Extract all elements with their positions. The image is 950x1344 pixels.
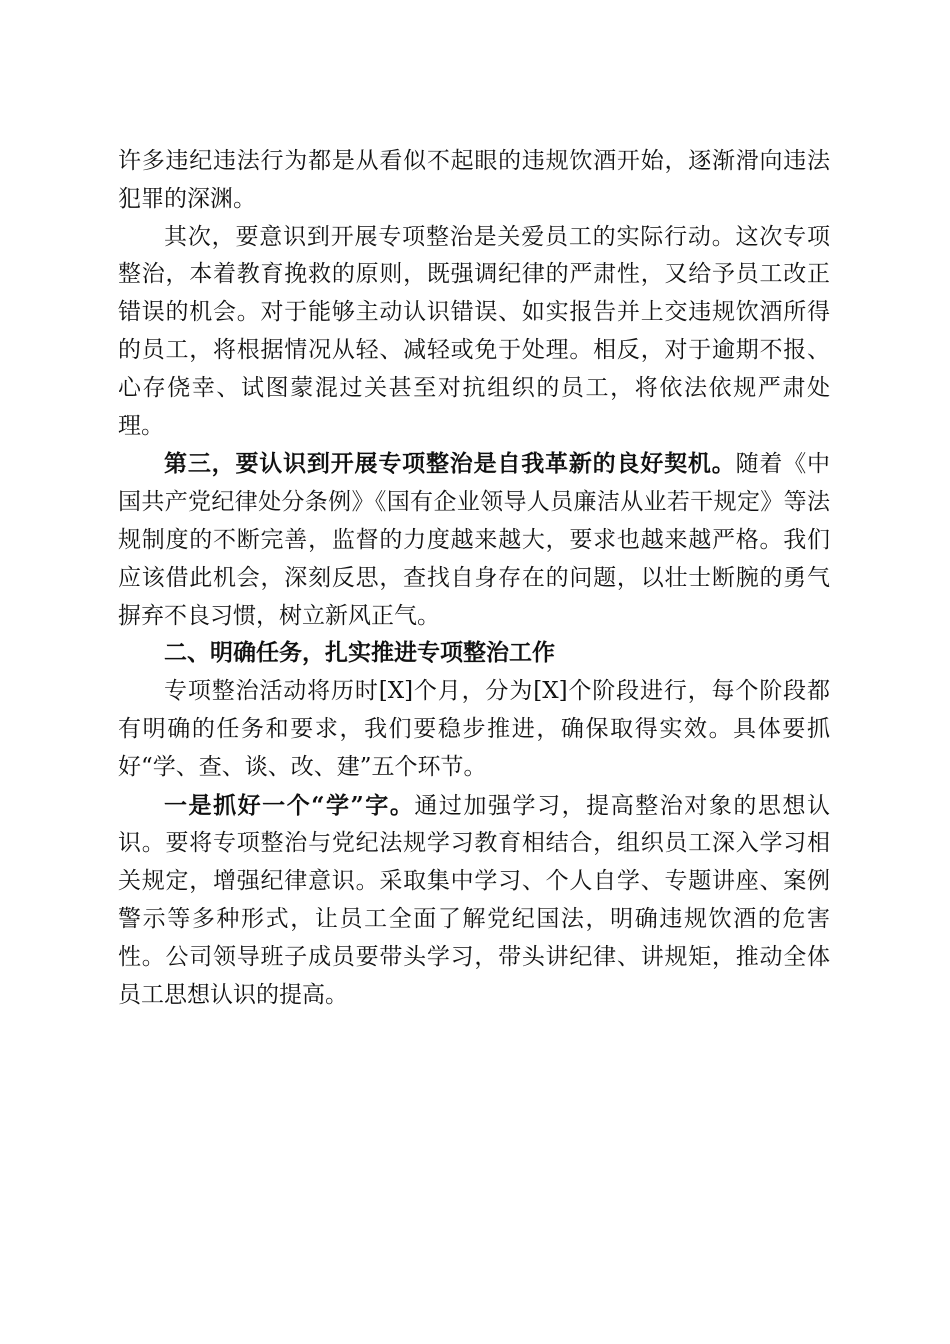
document-page: [118, 143, 830, 1014]
paragraph-text: 专项整治活动将历时[X]个月，分为[X]个阶段进行，每个阶段都有明确的任务和要求，我们要稳步推进，确保取得实效。具体要抓好“学、查、谈、改、建”五个环节。: [118, 678, 830, 780]
paragraph-second-point: [118, 219, 830, 446]
paragraph-lead-sentence: 第三，要认识到开展专项整治是自我革新的良好契机。: [164, 450, 736, 478]
paragraph-text: 许多违纪违法行为都是从看似不起眼的违规饮酒开始，逐渐滑向违法犯罪的深渊。: [118, 148, 830, 212]
paragraph-text: 通过加强学习，提高整治对象的思想认识。要将专项整治与党纪法规学习教育相结合，组织员工深入学习相关规定，增强纪律意识。采取集中学习、个人自学、专题讲座、案例警示等多种形式，让员工全面了解党纪国法，明确违规饮酒的危害性。公司领导班子成员要带头学习，带头讲纪律、讲规矩，推动全体员工思想认识的提高。: [118, 792, 831, 1008]
paragraph-lead-sentence: 一是抓好一个“学”字。: [164, 791, 415, 819]
paragraph-third-point: [118, 445, 830, 635]
section-heading: 二、明确任务，扎实推进专项整治工作: [164, 640, 555, 667]
paragraph-text: 随着《中国共产党纪律处分条例》《国有企业领导人员廉洁从业若干规定》等法规制度的不断完善，监督的力度越来越大，要求也越来越严格。我们应该借此机会，深刻反思，查找自身存在的问题，以壮士断腕的勇气摒弃不良习惯，树立新风正气。: [118, 451, 831, 629]
paragraph-study-step: [118, 787, 830, 1015]
paragraph-task-overview: [118, 673, 830, 786]
paragraph-continuation: [118, 143, 830, 219]
paragraph-text: 其次，要意识到开展专项整治是关爱员工的实际行动。这次专项整治，本着教育挽救的原则，既强调纪律的严肃性，又给予员工改正错误的机会。对于能够主动认识错误、如实报告并上交违规饮酒所得的员工，将根据情况从轻、减轻或免于处理。相反，对于逾期不报、心存侥幸、试图蒙混过关甚至对抗组织的员工，将依法依规严肃处理。: [118, 223, 830, 439]
